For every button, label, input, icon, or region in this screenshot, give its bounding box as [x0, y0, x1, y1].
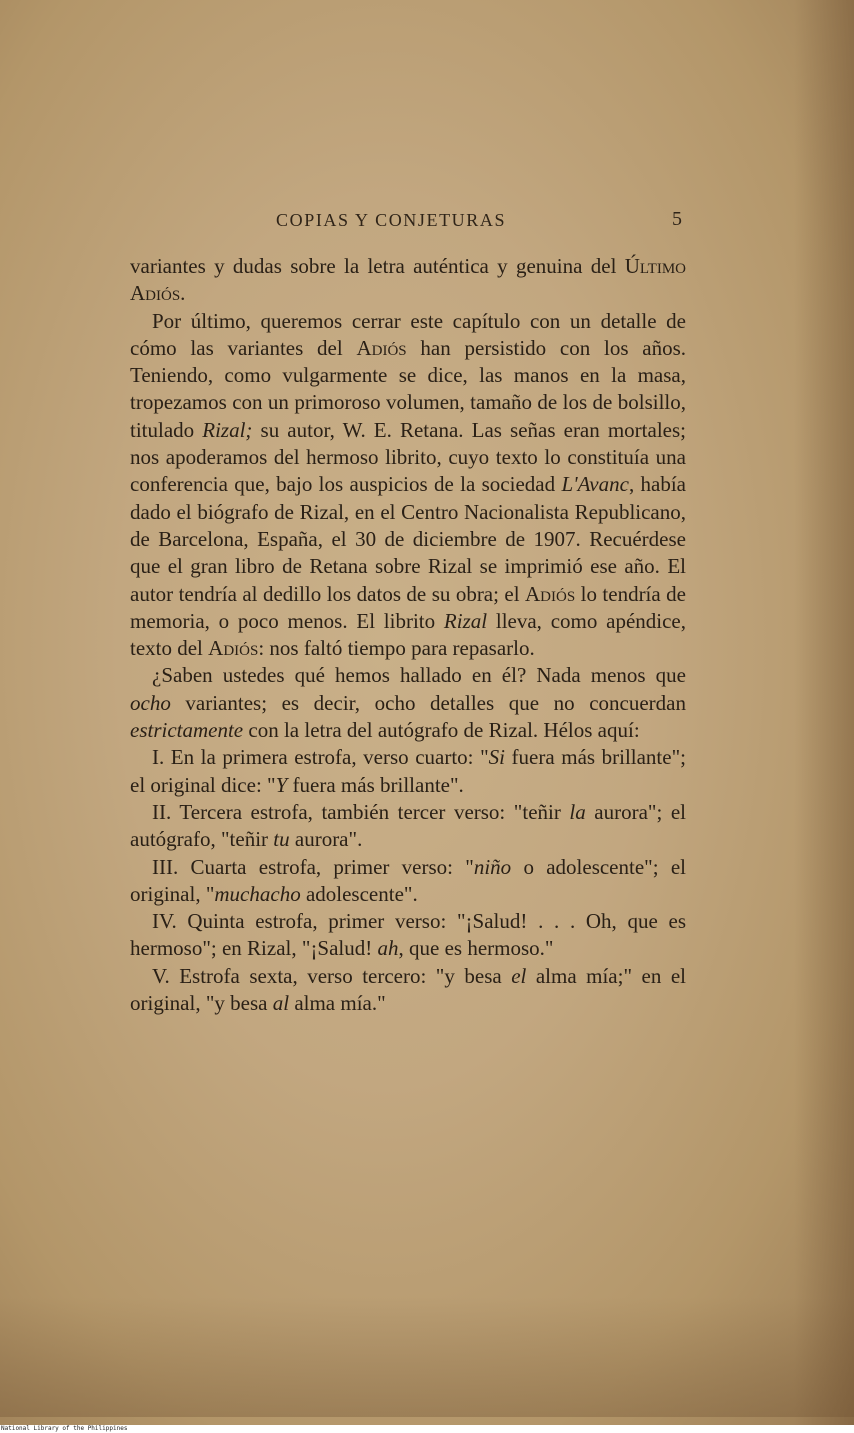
paragraph-2: Por último, queremos cerrar este capítulo con un detalle de cómo las variantes del Adiós han persistido con los años. Teniendo, como vulgarmente se dice, las manos en la masa, tropezamos con un primoroso volumen, tamaño de los de bolsillo, titulado Rizal; su autor, W. E. Retana. Las señas eran mortales; nos apoderamos del hermoso librito, cuyo texto lo constituía una conferencia que, bajo los auspicios de la sociedad L'Avanc, había dado el biógrafo de Rizal, en el Centro Nacionalista Republicano, de Barcelona, España, el 30 de diciembre de 1907. Recuérdese que el gran libro de Retana sobre Rizal se imprimió ese año. El autor tendría al dedillo los datos de su obra; el Adiós lo tendría de memoria, o poco menos. El librito Rizal lleva, como apéndice, texto del Adiós: nos faltó tiempo para repasarlo.	[130, 308, 687, 661]
footer-bar	[0, 1425, 854, 1433]
paragraph-3: ¿Saben ustedes qué hemos hallado en él? Nada menos que ocho variantes; es decir, ocho detalles que no concuerdan estrictamente con la letra del autógrafo de Rizal. Hélos aquí:	[130, 663, 686, 743]
page-shadow-right	[794, 0, 854, 1425]
variant-item-5: V. Estrofa sexta, verso tercero: "y besa el alma mía;" en el original, "y besa al alma mía."	[130, 963, 686, 1016]
variant-item-1: I. En la primera estrofa, verso cuarto: "Si fuera más brillante"; el original dice: "Y fuera más brillante".	[130, 745, 686, 797]
footer-credit: National Library of the Philippines	[1, 1425, 128, 1432]
paragraph-1: variantes y dudas sobre la letra auténtica y genuina del Último Adiós.	[130, 254, 686, 306]
variant-item-4: IV. Quinta estrofa, primer verso: "¡Salud! . . . Oh, que es hermoso"; en Rizal, "¡Salud! ah, que es hermoso."	[130, 909, 686, 961]
body-text	[130, 253, 686, 1017]
running-head: COPIAS Y CONJETURAS	[276, 210, 507, 230]
page-number: 5	[672, 208, 682, 230]
variant-item-2: II. Tercera estrofa, también tercer verso: "teñir la aurora"; el autógrafo, "teñir tu aurora".	[130, 799, 686, 852]
page-shadow-bottom	[0, 1297, 854, 1417]
variant-item-3: III. Cuarta estrofa, primer verso: "niño o adolescente"; el original, "muchacho adolescente".	[130, 854, 686, 906]
